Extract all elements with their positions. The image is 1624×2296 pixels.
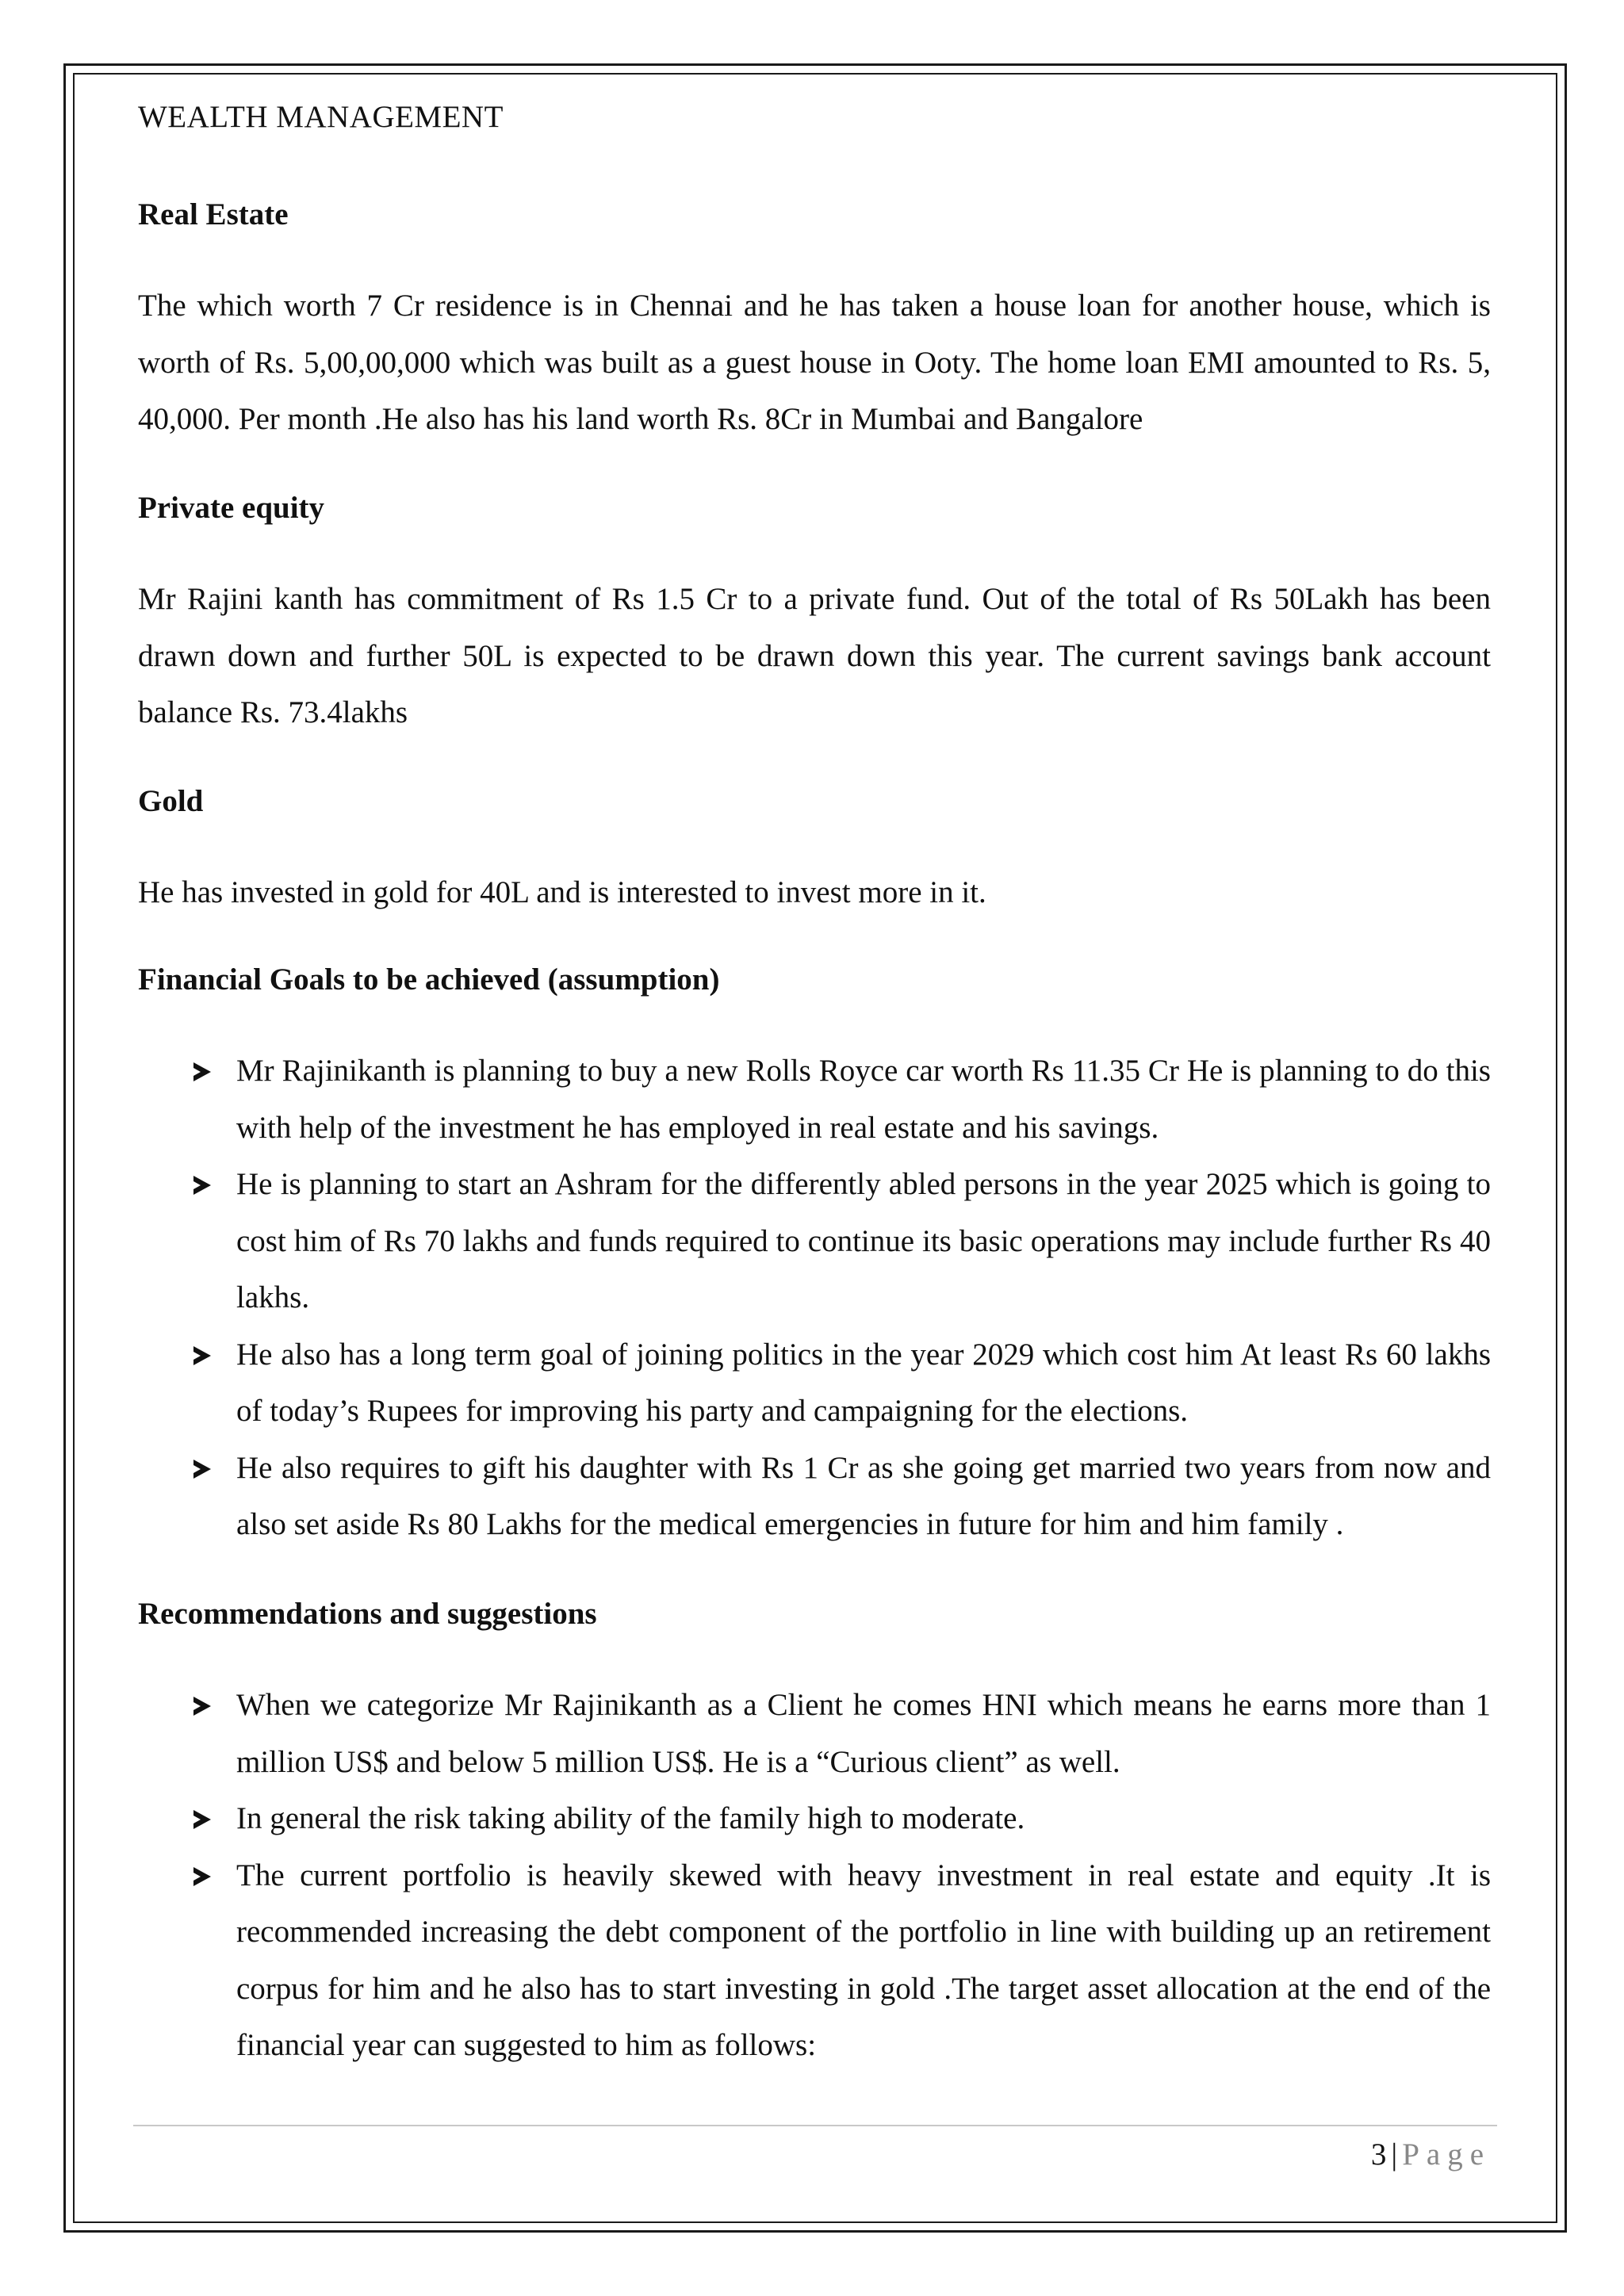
heading-private-equity: Private equity [138, 491, 325, 525]
arrow-bullet-icon [193, 1460, 211, 1479]
arrow-bullet-icon [193, 1346, 211, 1365]
page-label: Page [1402, 2137, 1491, 2172]
footer-divider [133, 2125, 1497, 2126]
paragraph-gold: He has invested in gold for 40L and is interested to invest more in it. [138, 875, 986, 909]
list-recommendations [138, 1677, 1491, 2074]
list-item: He is planning to start an Ashram for the differently abled persons in the year 2025 which is going to cost him of Rs 70 lakhs and funds required to continue its basic operations may include further Rs 40 lakhs. [138, 1156, 1491, 1326]
list-item: When we categorize Mr Rajinikanth as a Client he comes HNI which means he earns more than 1 million US$ and below 5 million US$. He is a “Curious client” as well. [138, 1677, 1491, 1790]
heading-recommendations: Recommendations and suggestions [138, 1597, 597, 1631]
arrow-bullet-icon [193, 1176, 211, 1195]
list-item: He also requires to gift his daughter with Rs 1 Cr as she going get married two years from now and also set aside Rs 80 Lakhs for the medical emergencies in future for him and him family . [138, 1440, 1491, 1553]
list-financial-goals [138, 1043, 1491, 1553]
arrow-bullet-icon [193, 1867, 211, 1886]
arrow-bullet-icon [193, 1810, 211, 1829]
heading-financial-goals: Financial Goals to be achieved (assumption) [138, 962, 720, 997]
list-item: Mr Rajinikanth is planning to buy a new Rolls Royce car worth Rs 11.35 Cr He is planning to do this with help of the investment he has employed in real estate and his savings. [138, 1043, 1491, 1156]
heading-real-estate: Real Estate [138, 197, 289, 232]
page-footer [1371, 2136, 1491, 2174]
list-item: The current portfolio is heavily skewed with heavy investment in real estate and equity .It is recommended increasing the debt component of the portfolio in line with building up an retirement corpus for him and he also has to start investing in gold .The target asset allocation at the end of the financial year can suggested to him as follows: [138, 1847, 1491, 2074]
arrow-bullet-icon [193, 1697, 211, 1716]
document-header: WEALTH MANAGEMENT [138, 100, 504, 134]
list-item: In general the risk taking ability of the family high to moderate. [138, 1790, 1491, 1847]
footer-separator: | [1391, 2137, 1398, 2172]
page-number: 3 [1370, 2137, 1387, 2172]
heading-gold: Gold [138, 784, 204, 818]
paragraph-private-equity: Mr Rajini kanth has commitment of Rs 1.5 Cr to a private fund. Out of the total of Rs 50Lakh has been drawn down and further 50L is expected to be drawn down this year. The current savings bank account balance Rs. 73.4lakhs [138, 582, 1491, 729]
list-item: He also has a long term goal of joining politics in the year 2029 which cost him At least Rs 60 lakhs of today’s Rupees for improving his party and campaigning for the elections. [138, 1326, 1491, 1440]
arrow-bullet-icon [193, 1062, 211, 1081]
paragraph-real-estate: The which worth 7 Cr residence is in Chennai and he has taken a house loan for another house, which is worth of Rs. 5,00,00,000 which was built as a guest house in Ooty. The home loan EMI amounted to Rs. 5, 40,000. Per month .He also has his land worth Rs. 8Cr in Mumbai and Bangalore [138, 289, 1491, 436]
